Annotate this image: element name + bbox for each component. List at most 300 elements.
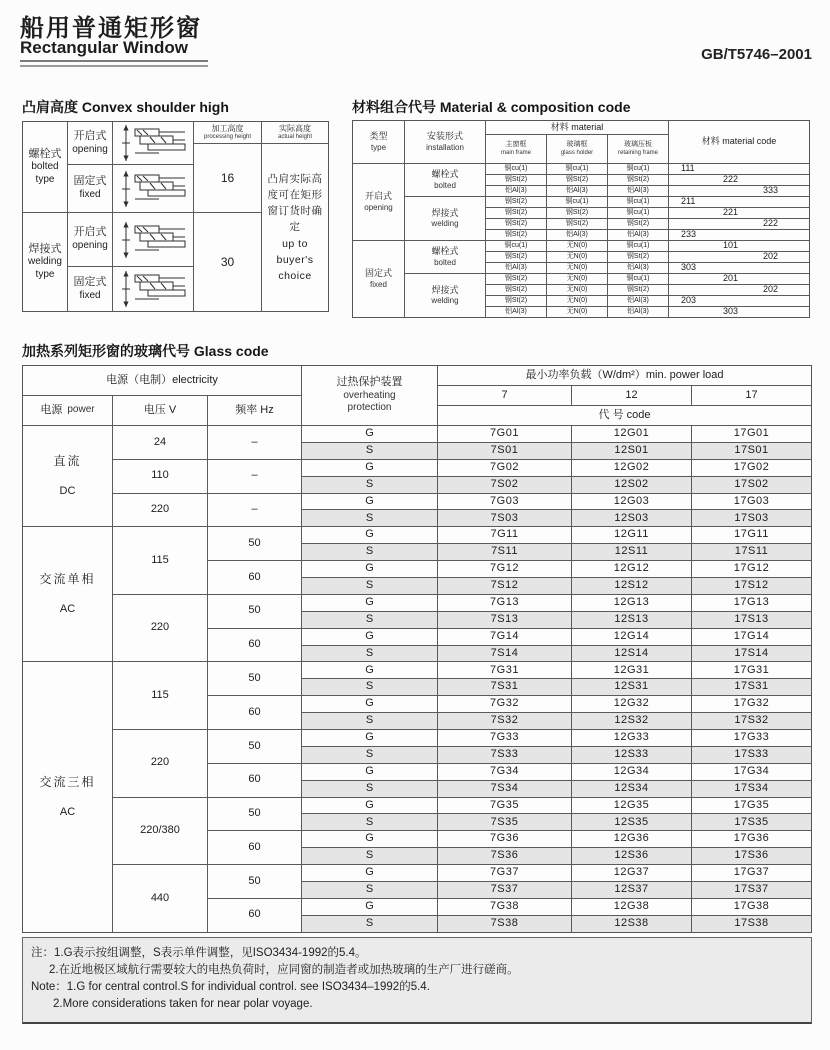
glass-voltage-value: 110 [113, 460, 207, 493]
material-main-frame: 钢St(2) [486, 252, 546, 262]
type-header-en: type [370, 142, 387, 152]
glass-code-g: 12G38 [572, 899, 691, 915]
convex-install-cell [68, 213, 112, 266]
material-header-material: 材料 material [486, 121, 668, 134]
glass-protection-g: G [302, 696, 437, 712]
material-main-frame: 钢St(2) [486, 285, 546, 295]
material-code-value: 211 [669, 197, 809, 207]
glass-code-g: 7G13 [438, 595, 571, 611]
glass-code-s: 17S36 [692, 848, 811, 864]
material-glass-holder: 钢St(2) [547, 208, 607, 218]
install-label-en: opening [72, 240, 108, 252]
type-group-cn: 开启式 [364, 191, 392, 202]
material-glass-holder: 无N(0) [547, 285, 607, 295]
glass-code-s: 17S11 [692, 544, 811, 560]
glass-code-g: 12G37 [572, 865, 691, 881]
glass-code-s: 12S38 [572, 916, 691, 932]
glass-protection-s: S [302, 443, 437, 459]
power-header-en: power [67, 404, 95, 416]
glass-code-s: 17S01 [692, 443, 811, 459]
page-title-cn: 船用普通矩形窗 [20, 15, 202, 42]
glass-header-load-col: 12 [572, 386, 691, 405]
material-code-value: 221 [669, 208, 809, 218]
retain-header-en: retaining frame [617, 149, 659, 156]
install-label-en: fixed [79, 189, 101, 201]
convex-header-processing [194, 122, 261, 143]
convex-actual-note [262, 144, 328, 311]
glass-protection-g: G [302, 831, 437, 847]
material-retaining-frame: 铜cu(1) [608, 164, 668, 174]
glass-frequency-value: 50 [208, 662, 301, 695]
glass-code-g: 7G35 [438, 798, 571, 814]
material-type-group [353, 241, 404, 317]
material-glass-holder: 无N(0) [547, 252, 607, 262]
glass-voltage-value: 440 [113, 865, 207, 932]
material-glass-holder: 钢St(2) [547, 219, 607, 229]
glass-code-s: 12S02 [572, 477, 691, 493]
material-glass-holder: 钢St(2) [547, 175, 607, 185]
protection-header-en2: protection [347, 402, 392, 414]
glass-voltage-value: 220/380 [113, 798, 207, 865]
glass-code-s: 7S02 [438, 477, 571, 493]
glass-header-voltage: 电压 V [113, 396, 207, 425]
power-group-en: AC [59, 603, 76, 616]
glass-frequency-value: 60 [208, 561, 301, 594]
material-glass-holder: 铝Al(3) [547, 230, 607, 240]
actual-height-en: actual height [277, 133, 313, 140]
type-header-cn: 类型 [369, 131, 388, 142]
glass-code-g: 7G33 [438, 730, 571, 746]
glass-protection-s: S [302, 814, 437, 830]
material-code-value: 101 [669, 241, 809, 251]
actual-note-en: up to buyer's choice [276, 237, 314, 283]
material-main-frame: 钢St(2) [486, 175, 546, 185]
glass-header-power [23, 396, 112, 425]
glass-frequency-value: – [208, 494, 301, 527]
glass-protection-g: G [302, 494, 437, 510]
note-line-3: Note：1.G for central control.S for individual control. see ISO3434–1992的5.4. [31, 981, 430, 993]
glass-code-g: 12G35 [572, 798, 691, 814]
material-main-frame: 铜cu(1) [486, 241, 546, 251]
material-retaining-frame: 钢St(2) [608, 219, 668, 229]
material-header-type [353, 121, 404, 163]
section-title-convex: 凸肩高度 Convex shoulder high [22, 99, 229, 115]
glass-code-s: 7S34 [438, 781, 571, 797]
glass-code-g: 12G12 [572, 561, 691, 577]
glass-code-g: 7G36 [438, 831, 571, 847]
material-code-value: 202 [669, 252, 809, 262]
power-group-cn: 交流单相 [39, 572, 96, 587]
glass-header-load-col: 7 [438, 386, 571, 405]
power-header-cn: 电源 [40, 403, 63, 416]
material-retaining-frame: 铜cu(1) [608, 274, 668, 284]
material-main-frame: 钢St(2) [486, 219, 546, 229]
install-label-en: fixed [79, 289, 101, 301]
glass-code-s: 12S35 [572, 814, 691, 830]
install-group-en: bolted [434, 180, 456, 190]
glass-protection-s: S [302, 646, 437, 662]
material-code-value: 222 [669, 175, 809, 185]
glass-code-g: 7G11 [438, 527, 571, 543]
glass-header-load-col: 17 [692, 386, 811, 405]
material-code-value: 222 [669, 219, 809, 229]
actual-height-cn: 实际高度 [279, 123, 311, 133]
type-label-en: bolted [31, 161, 59, 173]
glass-voltage-value: 220 [113, 595, 207, 662]
glass-code-g: 7G34 [438, 764, 571, 780]
glass-protection-s: S [302, 747, 437, 763]
glass-code-g: 7G31 [438, 662, 571, 678]
glass-code-g: 12G01 [572, 426, 691, 442]
power-group-cn: 直流 [53, 453, 82, 468]
protection-header-en1: overheating [343, 389, 396, 401]
glass-protection-g: G [302, 426, 437, 442]
standard-code: GB/T5746–2001 [701, 46, 812, 63]
material-retaining-frame: 铜cu(1) [608, 197, 668, 207]
material-code-value: 333 [669, 186, 809, 196]
material-install-group [405, 197, 485, 240]
glass-code-g: 12G33 [572, 730, 691, 746]
convex-height-value: 30 [194, 213, 261, 311]
convex-table [22, 121, 329, 312]
glass-protection-s: S [302, 713, 437, 729]
profile-diagram [113, 122, 193, 164]
install-group-cn: 焊接式 [431, 284, 459, 295]
glass-protection-g: G [302, 865, 437, 881]
material-code-value: 303 [669, 307, 809, 317]
material-retaining-frame: 铝Al(3) [608, 230, 668, 240]
glass-table [22, 365, 812, 933]
glass-code-s: 7S14 [438, 646, 571, 662]
glass-protection-s: S [302, 848, 437, 864]
glass-code-g: 7G14 [438, 629, 571, 645]
material-glass-holder: 铝Al(3) [547, 186, 607, 196]
material-retaining-frame: 钢St(2) [608, 285, 668, 295]
notes-box [22, 937, 812, 1024]
title-rule [20, 60, 208, 67]
glass-code-s: 17S32 [692, 713, 811, 729]
glass-frequency-value: 50 [208, 865, 301, 898]
glass-code-g: 7G01 [438, 426, 571, 442]
material-glass-holder: 无N(0) [547, 274, 607, 284]
section-title-glass: 加热系列矩形窗的玻璃代号 Glass code [22, 343, 269, 359]
processing-height-en: processing height [203, 133, 252, 140]
glass-code-g: 12G13 [572, 595, 691, 611]
material-header-install [405, 121, 485, 163]
glass-code-g: 7G12 [438, 561, 571, 577]
glass-code-g: 17G31 [692, 662, 811, 678]
material-retaining-frame: 铝Al(3) [608, 296, 668, 306]
glass-frequency-value: 50 [208, 527, 301, 560]
glass-code-g: 12G03 [572, 494, 691, 510]
glass-code-s: 7S38 [438, 916, 571, 932]
material-main-frame: 铝Al(3) [486, 186, 546, 196]
main-header-en: main frame [500, 149, 531, 156]
glass-code-s: 7S35 [438, 814, 571, 830]
glass-code-g: 17G32 [692, 696, 811, 712]
note-line-2: 2.在近地极区域航行需要较大的电热负荷时，应同窗的制造者或加热玻璃的生产厂进行磋商。 [49, 964, 519, 976]
glass-code-s: 17S13 [692, 612, 811, 628]
glass-protection-s: S [302, 544, 437, 560]
processing-height-cn: 加工高度 [211, 123, 244, 133]
glass-code-s: 7S36 [438, 848, 571, 864]
glass-protection-g: G [302, 798, 437, 814]
material-main-frame: 钢St(2) [486, 197, 546, 207]
material-code-value: 111 [669, 164, 809, 174]
glass-code-g: 17G02 [692, 460, 811, 476]
glass-code-s: 17S14 [692, 646, 811, 662]
material-main-frame: 钢St(2) [486, 274, 546, 284]
glass-protection-s: S [302, 578, 437, 594]
glass-protection-s: S [302, 510, 437, 526]
type-group-en: opening [364, 202, 393, 212]
glass-code-s: 7S31 [438, 679, 571, 695]
profile-diagram [113, 165, 193, 212]
glass-frequency-value: 60 [208, 629, 301, 662]
install-header-cn: 安装形式 [426, 131, 463, 142]
material-install-group [405, 164, 485, 196]
material-code-value: 201 [669, 274, 809, 284]
material-retaining-frame: 钢St(2) [608, 252, 668, 262]
glass-code-g: 12G34 [572, 764, 691, 780]
page-title-en: Rectangular Window [20, 38, 188, 57]
glass-voltage-value: 115 [113, 662, 207, 729]
profile-diagram [113, 267, 193, 311]
glass-protection-g: G [302, 662, 437, 678]
glass-code-g: 17G37 [692, 865, 811, 881]
glass-power-group [23, 662, 112, 931]
glass-voltage-value: 115 [113, 527, 207, 594]
glass-power-group [23, 426, 112, 526]
glass-header-min-power-load: 最小功率负载（W/dm²）min. power load [438, 366, 811, 385]
install-label-cn: 固定式 [73, 275, 107, 288]
material-header-main [486, 135, 546, 163]
type-group-en: fixed [370, 279, 387, 289]
material-main-frame: 钢St(2) [486, 296, 546, 306]
glass-code-g: 7G38 [438, 899, 571, 915]
glass-code-s: 17S12 [692, 578, 811, 594]
glass-code-g: 7G37 [438, 865, 571, 881]
material-retaining-frame: 钢St(2) [608, 175, 668, 185]
retain-header-cn: 玻璃压板 [624, 140, 652, 148]
material-retaining-frame: 铝Al(3) [608, 186, 668, 196]
material-retaining-frame: 铜cu(1) [608, 241, 668, 251]
material-glass-holder: 无N(0) [547, 307, 607, 317]
holder-header-en: glass holder [560, 149, 594, 156]
glass-code-g: 17G38 [692, 899, 811, 915]
install-group-en: bolted [434, 257, 456, 267]
convex-type-bolted [23, 122, 67, 212]
glass-code-g: 17G36 [692, 831, 811, 847]
install-group-en: welding [431, 296, 459, 306]
glass-code-g: 7G32 [438, 696, 571, 712]
glass-code-s: 12S34 [572, 781, 691, 797]
material-glass-holder: 铜cu(1) [547, 164, 607, 174]
glass-voltage-value: 220 [113, 494, 207, 527]
glass-voltage-value: 24 [113, 426, 207, 459]
material-code-value: 303 [669, 263, 809, 273]
material-code-value: 203 [669, 296, 809, 306]
glass-code-s: 7S13 [438, 612, 571, 628]
type-label-cn: 螺栓式 [28, 147, 62, 160]
convex-install-cell [68, 122, 112, 164]
main-header-cn: 主窗框 [505, 140, 527, 148]
glass-protection-s: S [302, 916, 437, 932]
section-profile-drawing [117, 219, 189, 261]
glass-code-s: 12S13 [572, 612, 691, 628]
glass-protection-s: S [302, 781, 437, 797]
glass-code-s: 12S14 [572, 646, 691, 662]
material-header-holder [547, 135, 607, 163]
glass-code-s: 17S33 [692, 747, 811, 763]
material-main-frame: 铜cu(1) [486, 164, 546, 174]
glass-code-g: 17G12 [692, 561, 811, 577]
install-group-cn: 螺栓式 [431, 246, 459, 257]
convex-type-welding [23, 213, 67, 311]
section-profile-drawing [117, 168, 189, 210]
glass-code-s: 17S38 [692, 916, 811, 932]
convex-header-actual [262, 122, 328, 143]
glass-code-s: 7S32 [438, 713, 571, 729]
section-profile-drawing [117, 268, 189, 310]
type-label-cn: 焊接式 [28, 242, 62, 255]
type-label-en: welding [28, 256, 62, 268]
material-main-frame: 铝Al(3) [486, 263, 546, 273]
material-main-frame: 钢St(2) [486, 230, 546, 240]
glass-code-s: 12S01 [572, 443, 691, 459]
material-header-retain [608, 135, 668, 163]
glass-protection-s: S [302, 612, 437, 628]
material-glass-holder: 无N(0) [547, 241, 607, 251]
convex-install-cell [68, 267, 112, 311]
glass-code-g: 7G03 [438, 494, 571, 510]
material-main-frame: 钢St(2) [486, 208, 546, 218]
glass-header-frequency: 频率 Hz [208, 396, 301, 425]
glass-code-g: 12G31 [572, 662, 691, 678]
glass-header-electricity: 电源（电制）electricity [23, 366, 301, 395]
glass-code-s: 7S12 [438, 578, 571, 594]
material-glass-holder: 无N(0) [547, 263, 607, 273]
glass-code-s: 7S03 [438, 510, 571, 526]
material-glass-holder: 无N(0) [547, 296, 607, 306]
glass-protection-s: S [302, 679, 437, 695]
install-header-en: installation [426, 142, 464, 152]
glass-protection-s: S [302, 477, 437, 493]
glass-code-g: 17G14 [692, 629, 811, 645]
glass-code-g: 17G35 [692, 798, 811, 814]
glass-header-code-label: 代 号 code [438, 406, 811, 425]
glass-code-g: 12G36 [572, 831, 691, 847]
glass-code-s: 17S03 [692, 510, 811, 526]
glass-frequency-value: – [208, 426, 301, 459]
glass-code-s: 12S32 [572, 713, 691, 729]
profile-diagram [113, 213, 193, 266]
material-code-value: 233 [669, 230, 809, 240]
glass-code-s: 17S37 [692, 882, 811, 898]
glass-frequency-value: 60 [208, 764, 301, 797]
glass-protection-g: G [302, 527, 437, 543]
install-group-cn: 螺栓式 [431, 169, 459, 180]
section-title-material: 材料组合代号 Material & composition code [352, 99, 631, 115]
glass-protection-s: S [302, 882, 437, 898]
glass-protection-g: G [302, 764, 437, 780]
material-header-code: 材料 material code [669, 121, 809, 163]
glass-code-s: 7S11 [438, 544, 571, 560]
glass-frequency-value: 50 [208, 595, 301, 628]
glass-code-g: 12G02 [572, 460, 691, 476]
glass-code-s: 12S31 [572, 679, 691, 695]
glass-frequency-value: 50 [208, 798, 301, 831]
glass-code-s: 12S37 [572, 882, 691, 898]
glass-protection-g: G [302, 595, 437, 611]
type-label-en2: type [35, 173, 55, 185]
glass-code-s: 12S12 [572, 578, 691, 594]
glass-code-g: 17G03 [692, 494, 811, 510]
glass-code-g: 7G02 [438, 460, 571, 476]
note-line-4: 2.More considerations taken for near polar voyage. [53, 998, 313, 1010]
glass-code-s: 7S37 [438, 882, 571, 898]
glass-frequency-value: 60 [208, 899, 301, 932]
glass-code-s: 12S11 [572, 544, 691, 560]
glass-code-s: 17S02 [692, 477, 811, 493]
actual-note-cn: 凸肩实际高度可在矩形窗订货时确定 [267, 172, 323, 234]
material-table [352, 120, 810, 318]
install-label-cn: 开启式 [73, 226, 107, 239]
glass-code-g: 17G13 [692, 595, 811, 611]
material-main-frame: 铝Al(3) [486, 307, 546, 317]
glass-frequency-value: 60 [208, 831, 301, 864]
glass-code-s: 17S35 [692, 814, 811, 830]
glass-frequency-value: 50 [208, 730, 301, 763]
material-retaining-frame: 铝Al(3) [608, 307, 668, 317]
glass-code-s: 12S03 [572, 510, 691, 526]
holder-header-cn: 玻璃框 [566, 140, 588, 148]
glass-code-s: 12S36 [572, 848, 691, 864]
glass-protection-g: G [302, 899, 437, 915]
install-label-en: opening [72, 143, 108, 155]
type-group-cn: 固定式 [364, 268, 392, 279]
glass-frequency-value: – [208, 460, 301, 493]
glass-code-s: 17S34 [692, 781, 811, 797]
glass-code-s: 12S33 [572, 747, 691, 763]
power-group-cn: 交流三相 [39, 774, 96, 789]
glass-code-g: 17G34 [692, 764, 811, 780]
convex-install-cell [68, 165, 112, 212]
glass-protection-g: G [302, 460, 437, 476]
material-retaining-frame: 铝Al(3) [608, 263, 668, 273]
protection-header-cn: 过热保护装置 [336, 376, 403, 389]
note-line-1: 注：1.G表示按组调整，S表示单件调整，见ISO3434-1992的5.4。 [31, 947, 367, 959]
section-profile-drawing [117, 122, 189, 164]
glass-code-g: 12G11 [572, 527, 691, 543]
type-label-en2: type [35, 268, 55, 280]
material-code-value: 202 [669, 285, 809, 295]
glass-header-protection [302, 366, 437, 425]
glass-code-s: 7S01 [438, 443, 571, 459]
glass-code-s: 17S31 [692, 679, 811, 695]
glass-code-g: 17G11 [692, 527, 811, 543]
glass-code-g: 17G01 [692, 426, 811, 442]
glass-protection-g: G [302, 561, 437, 577]
power-group-en: DC [59, 484, 76, 497]
glass-frequency-value: 60 [208, 696, 301, 729]
install-group-cn: 焊接式 [431, 207, 459, 218]
glass-voltage-value: 220 [113, 730, 207, 797]
glass-power-group [23, 527, 112, 661]
convex-height-value: 16 [194, 144, 261, 212]
glass-code-g: 12G32 [572, 696, 691, 712]
glass-code-g: 12G14 [572, 629, 691, 645]
